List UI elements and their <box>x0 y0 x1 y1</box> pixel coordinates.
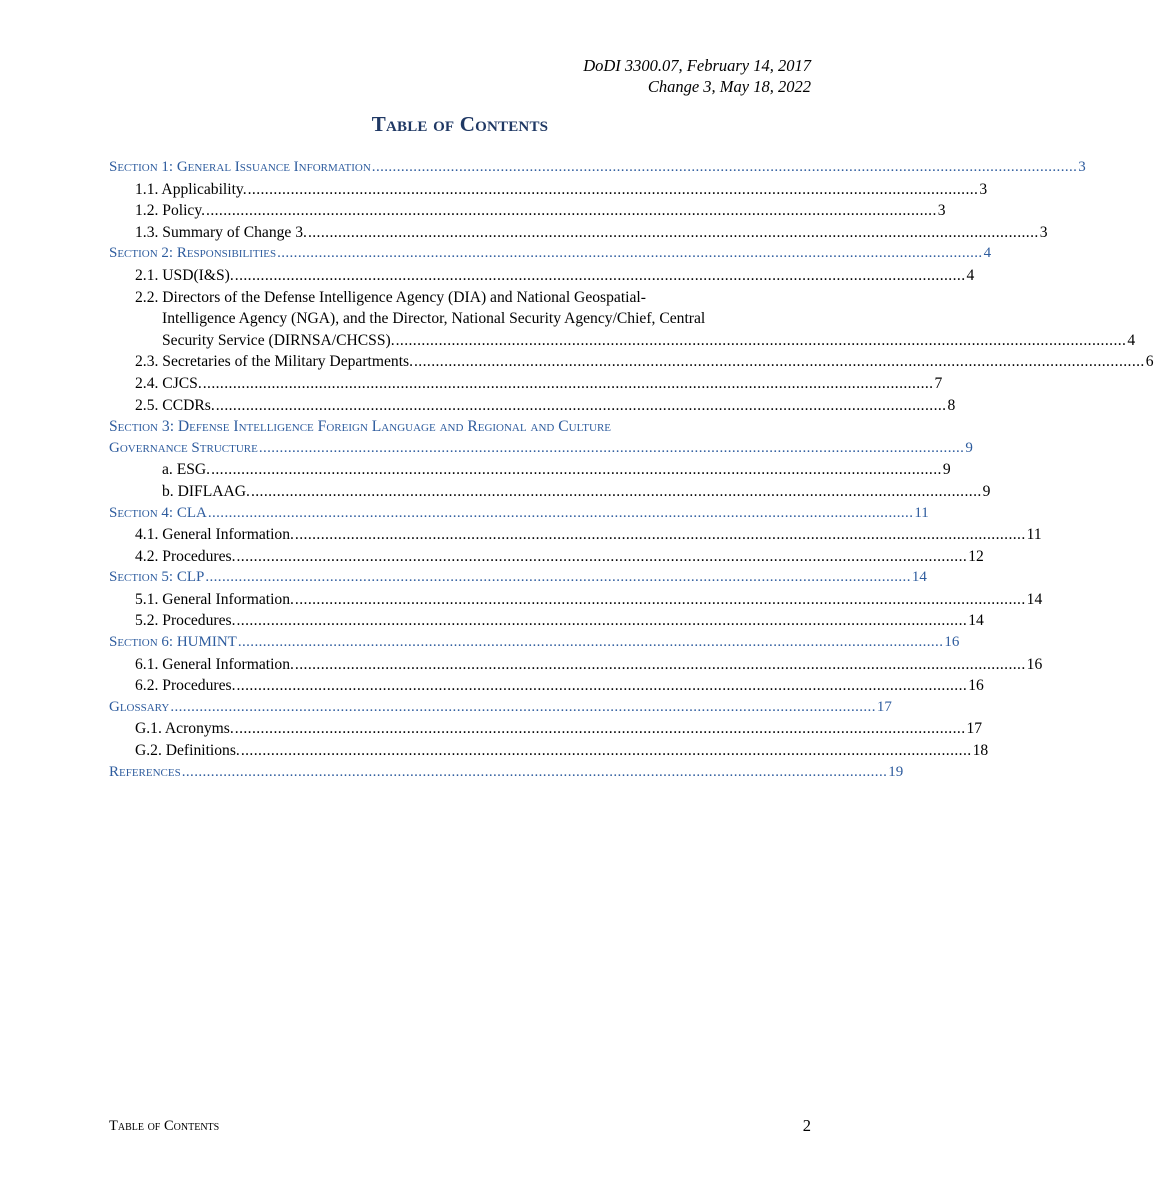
toc-section-6[interactable]: Section 6: HUMINT .......................................................................................................................................................................... 16 <box>109 634 960 651</box>
footer-page-number: 2 <box>802 1116 811 1135</box>
toc-item-2-2[interactable]: 2.2. Directors of the Defense Intelligence Agency (DIA) and National Geospatial- Intelligence Agency (NGA), and the Director, National Security Agency/Chief, Central Security Service (DIRNSA/CHCSS). .......................................................................................................................................................................... 4 <box>135 288 1136 349</box>
toc-item-1-2[interactable]: 1.2. Policy. .......................................................................................................................................................................... 3 <box>135 202 946 220</box>
toc-section-5[interactable]: Section 5: CLP .......................................................................................................................................................................... 14 <box>109 569 927 586</box>
toc-item-5-1[interactable]: 5.1. General Information. .......................................................................................................................................................................... 14 <box>135 590 1043 608</box>
document-header <box>583 55 811 97</box>
toc-section-2[interactable]: Section 2: Responsibilities .......................................................................................................................................................................... 4 <box>109 245 992 262</box>
header-change: Change 3, May 18, 2022 <box>647 77 811 96</box>
toc-item-3-a[interactable]: a. ESG. .......................................................................................................................................................................... 9 <box>162 461 951 479</box>
toc-item-g-2[interactable]: G.2. Definitions. .......................................................................................................................................................................... 18 <box>135 742 989 760</box>
header-issuance: DoDI 3300.07, February 14, 2017 <box>583 56 811 75</box>
toc-item-2-5[interactable]: 2.5. CCDRs. .......................................................................................................................................................................... 8 <box>135 396 956 414</box>
footer-section-label: Table of Contents <box>109 1118 220 1134</box>
toc-section-4[interactable]: Section 4: CLA .......................................................................................................................................................................... 11 <box>109 504 929 521</box>
toc-item-1-3[interactable]: 1.3. Summary of Change 3. .......................................................................................................................................................................... 3 <box>135 223 1048 241</box>
table-of-contents <box>109 157 1154 783</box>
toc-item-g-1[interactable]: G.1. Acronyms. .......................................................................................................................................................................... 17 <box>135 720 983 738</box>
toc-references[interactable]: References .......................................................................................................................................................................... 19 <box>109 763 904 780</box>
toc-item-5-2[interactable]: 5.2. Procedures. .......................................................................................................................................................................... 14 <box>135 612 984 630</box>
toc-item-6-1[interactable]: 6.1. General Information. .......................................................................................................................................................................... 16 <box>135 655 1043 673</box>
toc-glossary[interactable]: Glossary .......................................................................................................................................................................... 17 <box>109 698 892 715</box>
toc-item-4-1[interactable]: 4.1. General Information. .......................................................................................................................................................................... 11 <box>135 526 1042 544</box>
page-title: Table of Contents <box>371 112 549 136</box>
toc-section-1[interactable]: Section 1: General Issuance Information .......................................................................................................................................................................... 3 <box>109 159 1086 175</box>
toc-item-2-3[interactable]: 2.3. Secretaries of the Military Departments. .......................................................................................................................................................................... 6 <box>135 353 1154 371</box>
toc-item-2-1[interactable]: 2.1. USD(I&S). .......................................................................................................................................................................... 4 <box>135 266 975 284</box>
toc-item-1-1[interactable]: 1.1. Applicability. .......................................................................................................................................................................... 3 <box>135 180 988 198</box>
toc-item-6-2[interactable]: 6.2. Procedures. .......................................................................................................................................................................... 16 <box>135 677 984 695</box>
toc-item-4-2[interactable]: 4.2. Procedures. .......................................................................................................................................................................... 12 <box>135 547 984 565</box>
toc-section-3[interactable]: Section 3: Defense Intelligence Foreign Language and Regional and Culture Governance Structure .......................................................................................................................................................................... 9 <box>109 418 973 456</box>
toc-item-2-4[interactable]: 2.4. CJCS. .......................................................................................................................................................................... 7 <box>135 374 943 392</box>
toc-item-3-b[interactable]: b. DIFLAAG. .......................................................................................................................................................................... 9 <box>162 482 991 500</box>
